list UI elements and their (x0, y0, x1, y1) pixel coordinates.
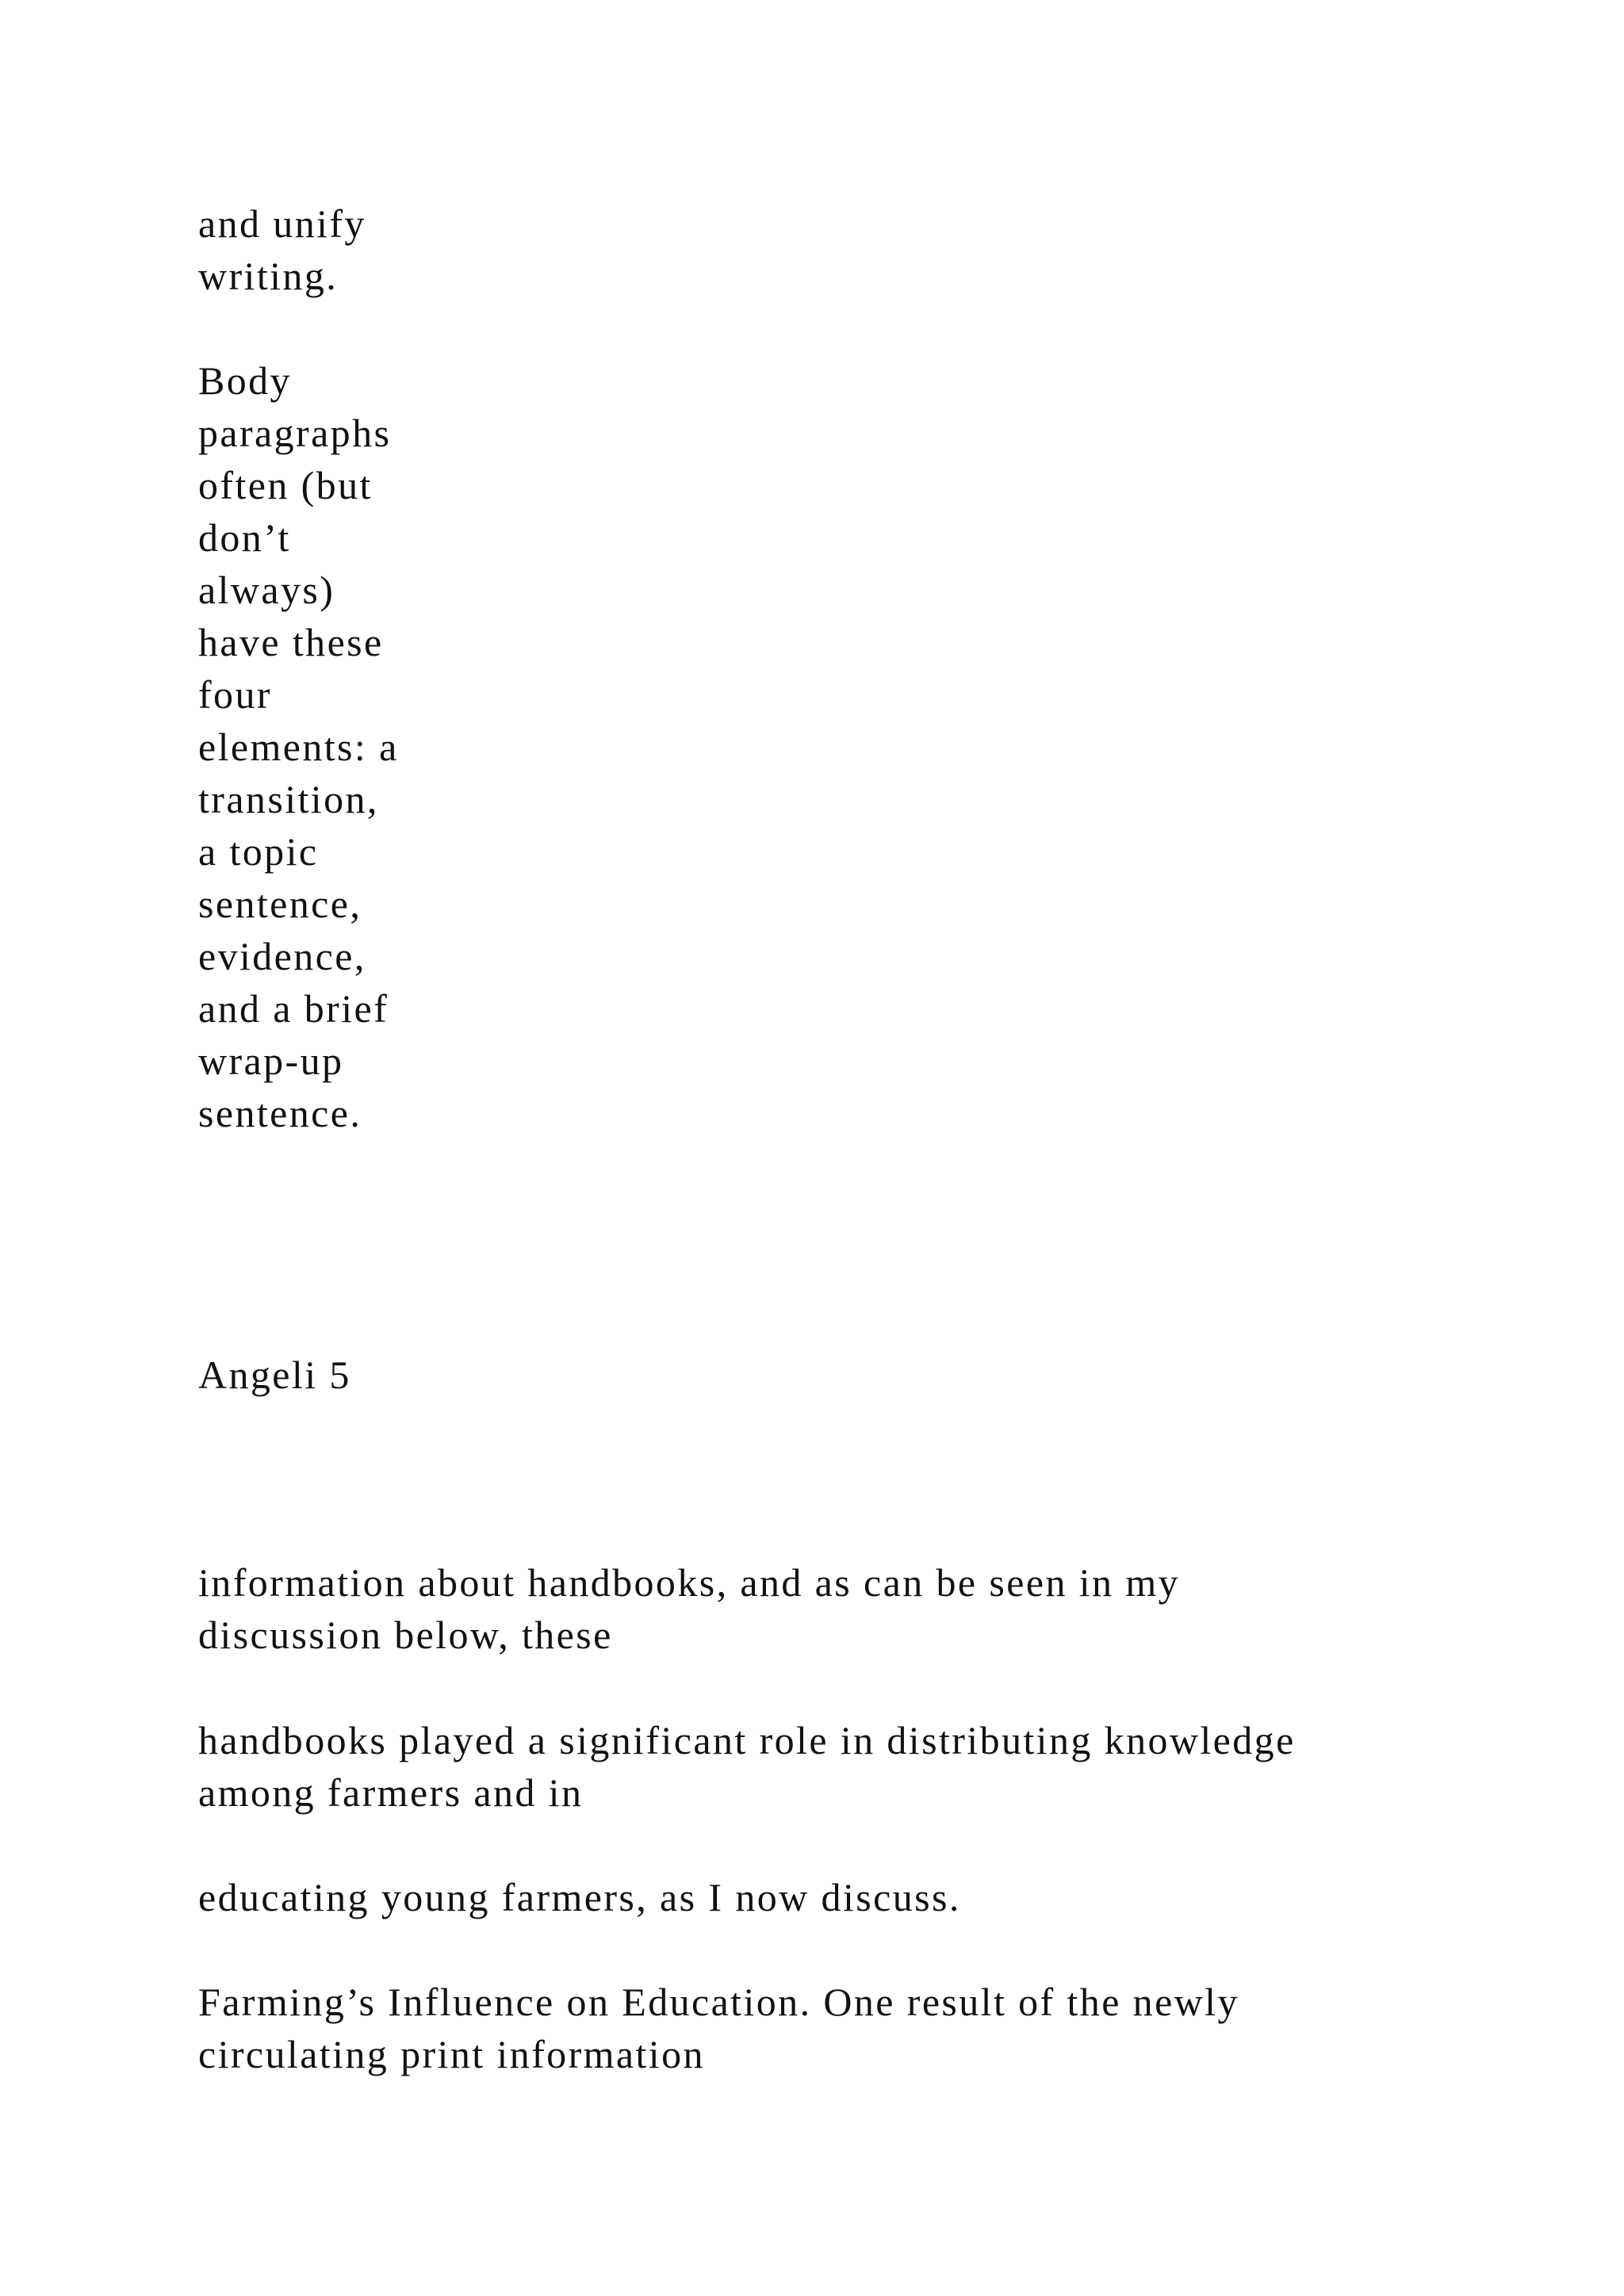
body-paragraph: information about handbooks, and as can be seen in my discussion below, these (198, 1560, 1181, 1657)
margin-comment-note: and unify writing. Body paragraphs often (but don’t always) have these four elements: a transition, a topic sentence, evidence, and a brief wrap-up sentence. (198, 201, 399, 1135)
running-header-author-page: Angeli 5 (198, 1353, 351, 1397)
body-paragraph: educating young farmers, as I now discuss. (198, 1875, 961, 1919)
body-paragraph: handbooks played a significant role in distributing knowledge among farmers and in (198, 1718, 1296, 1815)
body-paragraph: Farming’s Influence on Education. One result of the newly circulating print information (198, 1980, 1239, 2076)
